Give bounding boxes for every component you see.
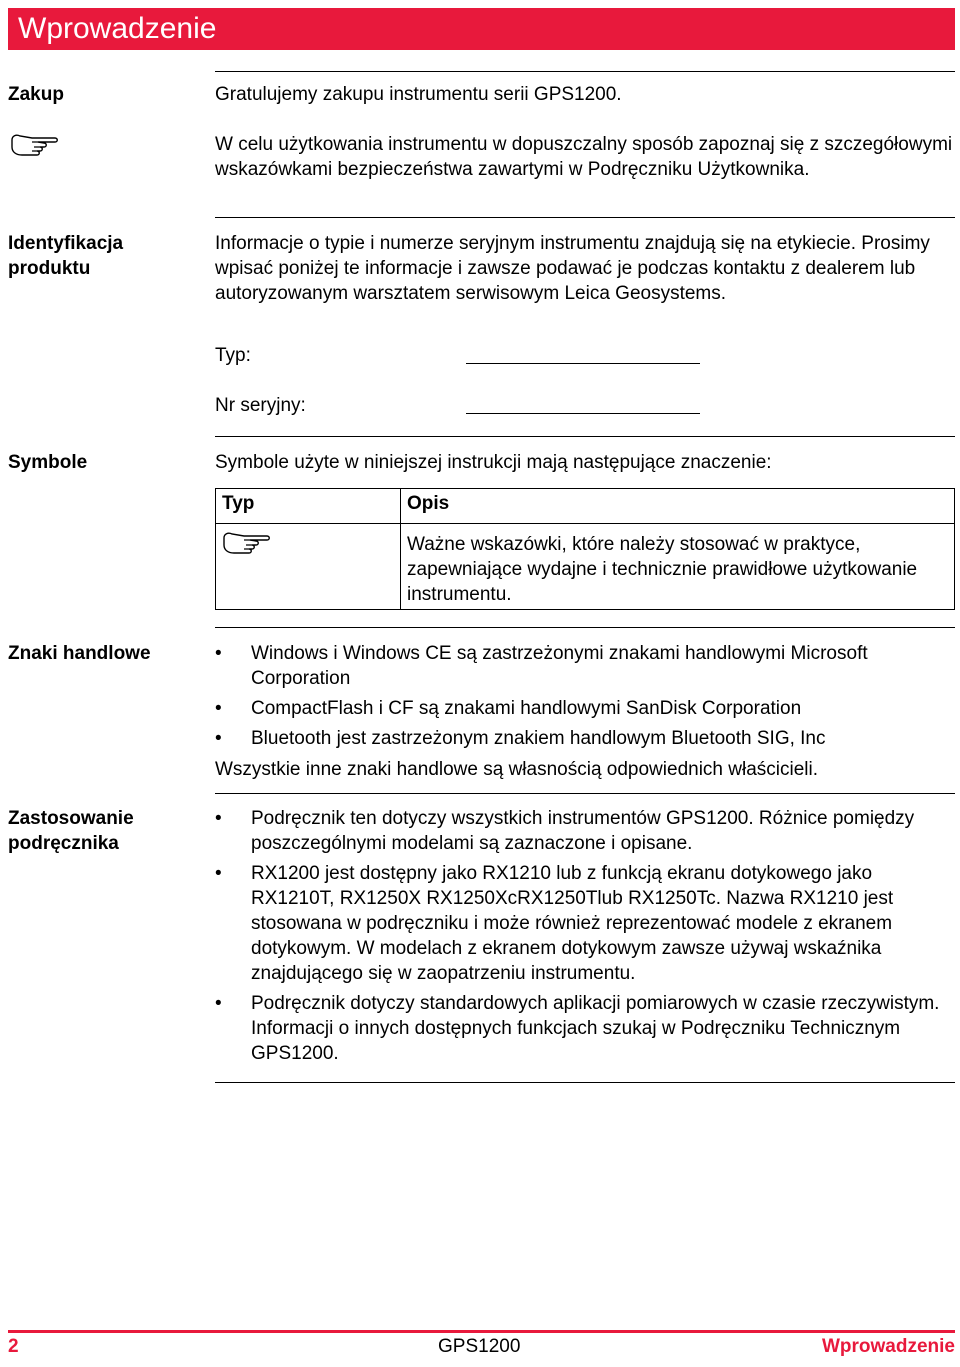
section-label-zakup: Zakup [8,84,64,105]
list-item: • CompactFlash i CF są znakami handlowymi SanDisk Corporation [215,696,955,721]
serial-field-label: Nr seryjny: [215,395,306,416]
footer-rule [8,1330,955,1333]
manual-usage-list [215,806,955,1071]
label-line: produktu [8,258,91,279]
page-title: Wprowadzenie [8,8,955,50]
trademarks-list [215,641,955,756]
table-header-row [216,489,955,524]
section-label-symbole: Symbole [8,452,88,473]
section-label-identyfikacja [8,231,123,281]
list-item: • Podręcznik ten dotyczy wszystkich instrumentów GPS1200. Różnice pomiędzy poszczególnymi modelami są zaznaczone i opisane. [215,806,955,856]
list-item: • RX1200 jest dostępny jako RX1210 lub z funkcją ekranu dotykowego jako RX1210T, RX1250X RX1250XcRX1250Tlub RX1250Tc. Nazwa RX1210 jest stosowana w podręczniku i może również reprezentować modele z ekranem dotykowym. W modelach z ekranem dotykowym zawsze używaj wskaźnika znajdującego się w zaopatrzeniu instrumentu. [215,861,955,986]
symbol-description: Ważne wskazówki, które należy stosować w praktyce, zapewniające wydajne i technicznie prawidłowe użytkowanie instrumentu. [401,524,955,610]
footer-product: GPS1200 [438,1336,521,1357]
label-line: Identyfikacja [8,233,124,254]
serial-fill-line [466,413,700,414]
label-line: podręcznika [8,833,119,854]
pointing-hand-icon [10,132,60,158]
label-line: Zastosowanie [8,808,134,829]
section-divider [215,71,955,72]
page-number: 2 [8,1336,19,1357]
section-label-znaki: Znaki handlowe [8,643,151,664]
column-header-description: Opis [401,489,955,524]
symbol-cell [216,524,401,610]
safety-note-text: W celu użytkowania instrumentu w dopuszczalny sposób zapoznaj się z szczegółowymi wskazówkami bezpieczeństwa zawartymi w Podręczniku Użytkownika. [215,134,953,180]
list-item: • Bluetooth jest zastrzeżonym znakiem handlowym Bluetooth SIG, Inc [215,726,955,751]
list-item: • Windows i Windows CE są zastrzeżonymi znakami handlowymi Microsoft Corporation [215,641,955,691]
footer-section: Wprowadzenie [821,1336,955,1357]
section-divider [215,217,955,218]
identification-text: Informacje o typie i numerze seryjnym instrumentu znajdują się na etykiecie. Prosimy wpisać poniżej te informacje i zawsze podawać je podczas kontaktu z dealerem lub autoryzowanym warsztatem serwisowym Leica Geosystems. [215,233,930,304]
list-item: • Podręcznik dotyczy standardowych aplikacji pomiarowych w czasie rzeczywistym. Informacji o innych dostępnych funkcjach szukaj w Podręczniku Technicznym GPS1200. [215,991,955,1066]
section-label-zastosowanie [8,806,134,856]
section-divider [215,793,955,794]
symbols-table [215,488,955,610]
table-row [216,524,955,610]
symbols-intro-text: Symbole użyte w niniejszej instrukcji mają następujące znaczenie: [215,452,772,473]
section-divider [215,1082,955,1083]
column-header-type: Typ [216,489,401,524]
pointing-hand-icon [222,530,272,556]
type-fill-line [466,363,700,364]
section-divider [215,627,955,628]
purchase-text: Gratulujemy zakupu instrumentu serii GPS1200. [215,84,622,105]
trademarks-footer-text: Wszystkie inne znaki handlowe są własnością odpowiednich właścicieli. [215,759,819,780]
section-divider [215,436,955,437]
type-field-label: Typ: [215,345,251,366]
